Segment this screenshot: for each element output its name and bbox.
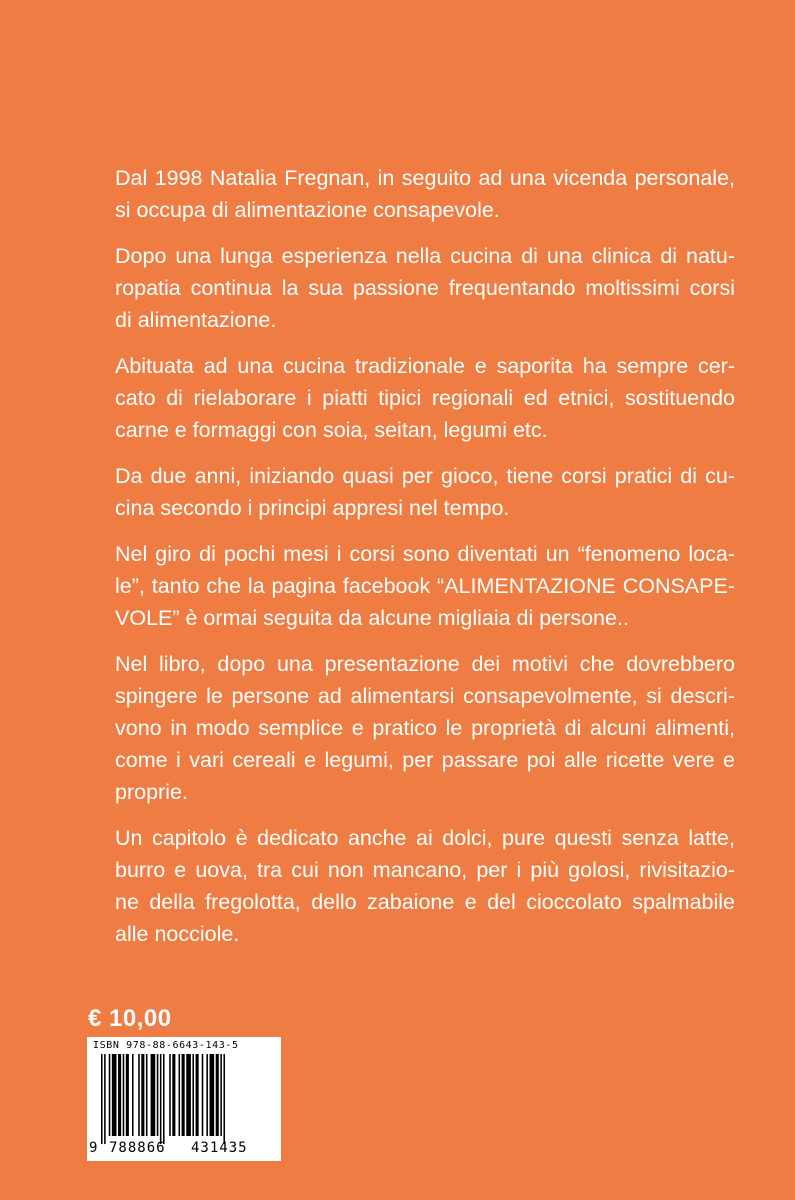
text-line: come i vari cereali e legumi, per passare poi alle ricette vere e [115,748,735,772]
barcode-bar [192,1054,194,1136]
barcode-bar [141,1054,144,1136]
barcode-bar [182,1054,185,1136]
text-line: di alimentazione. [115,308,277,332]
text-line: Nel giro di pochi mesi i corsi sono diventati un “fenomeno loca- [115,542,735,566]
paragraph [115,240,735,336]
isbn-label: ISBN 978-88-6643-143-5 [93,1040,239,1051]
barcode-bar [118,1054,121,1136]
barcode-bar [202,1054,204,1136]
text-line: proprie. [115,780,188,804]
paragraph [115,822,735,950]
barcode-bar [179,1054,181,1136]
text-line: Nel libro, dopo una presentazione dei motivi che dovrebbero [115,652,735,676]
barcode-bar [216,1054,219,1136]
text-line: VOLE” è ormai seguita da alcune migliaia di persone.. [115,606,629,630]
text-line: le”, tanto che la pagina facebook “ALIMENTAZIONE CONSAPE- [115,574,735,598]
synopsis-text [115,162,735,964]
barcode-bar [132,1054,134,1136]
barcode-first-digit: 9 [89,1140,99,1156]
text-line: Un capitolo è dedicato anche ai dolci, pure questi senza latte, [115,826,735,850]
barcode-bar [101,1054,103,1144]
barcode-bar [186,1054,191,1136]
text-line: Dal 1998 Natalia Fregnan, in seguito ad una vicenda personale, [115,166,735,190]
barcode-right-group: 431435 [191,1140,248,1156]
barcode-bars [99,1054,271,1144]
barcode-bar [151,1054,156,1136]
isbn-barcode [87,1037,281,1161]
paragraph [115,350,735,446]
barcode-bar [160,1054,162,1144]
barcode-bar [220,1054,222,1136]
paragraph [115,162,735,226]
text-line: ropatia continua la sua passione frequentando moltissimi corsi [115,276,735,300]
barcode-bar [163,1054,165,1144]
barcode-bar [123,1054,125,1136]
barcode-bar [109,1054,111,1136]
barcode-left-group: 788866 [109,1140,166,1156]
paragraph [115,648,735,808]
paragraph [115,538,735,634]
paragraph [115,460,735,524]
barcode-bar [223,1054,225,1144]
text-line: Dopo una lunga esperienza nella cucina di una clinica di natu- [115,244,735,268]
text-line: ne della fregolotta, dello zabaione e del cioccolato spalmabile [115,890,735,914]
text-line: burro e uova, tra cui non mancano, per i più golosi, rivisitazio- [115,858,735,882]
price-label: € 10,00 [88,1005,172,1032]
barcode-bar [104,1054,106,1144]
text-line: Da due anni, iniziando quasi per gioco, tiene corsi pratici di cu- [115,464,735,488]
barcode-bar [157,1054,159,1136]
text-line: vono in modo semplice e pratico le proprietà di alcuni alimenti, [115,716,735,740]
text-line: cato di rielaborare i piatti tipici regionali ed etnici, sostituendo [115,386,735,410]
barcode-bar [112,1054,117,1136]
text-line: cina secondo i principi appresi nel tempo. [115,496,510,520]
text-line: alle nocciole. [115,922,240,946]
text-line: spingere le persone ad alimentarsi consapevolmente, si descri- [115,684,735,708]
barcode-bar [172,1054,175,1136]
text-line: Abituata ad una cucina tradizionale e saporita ha sempre cer- [115,354,735,378]
barcode-bar [126,1054,129,1136]
text-line: carne e formaggi con soia, seitan, legumi etc. [115,418,548,442]
barcode-bar [196,1054,199,1136]
text-line: si occupa di alimentazione consapevole. [115,198,500,222]
barcode-bar [169,1054,171,1136]
barcode-bar [206,1054,208,1136]
barcode-bar [146,1054,148,1136]
barcode-bar [138,1054,140,1136]
barcode-bar [210,1054,215,1136]
